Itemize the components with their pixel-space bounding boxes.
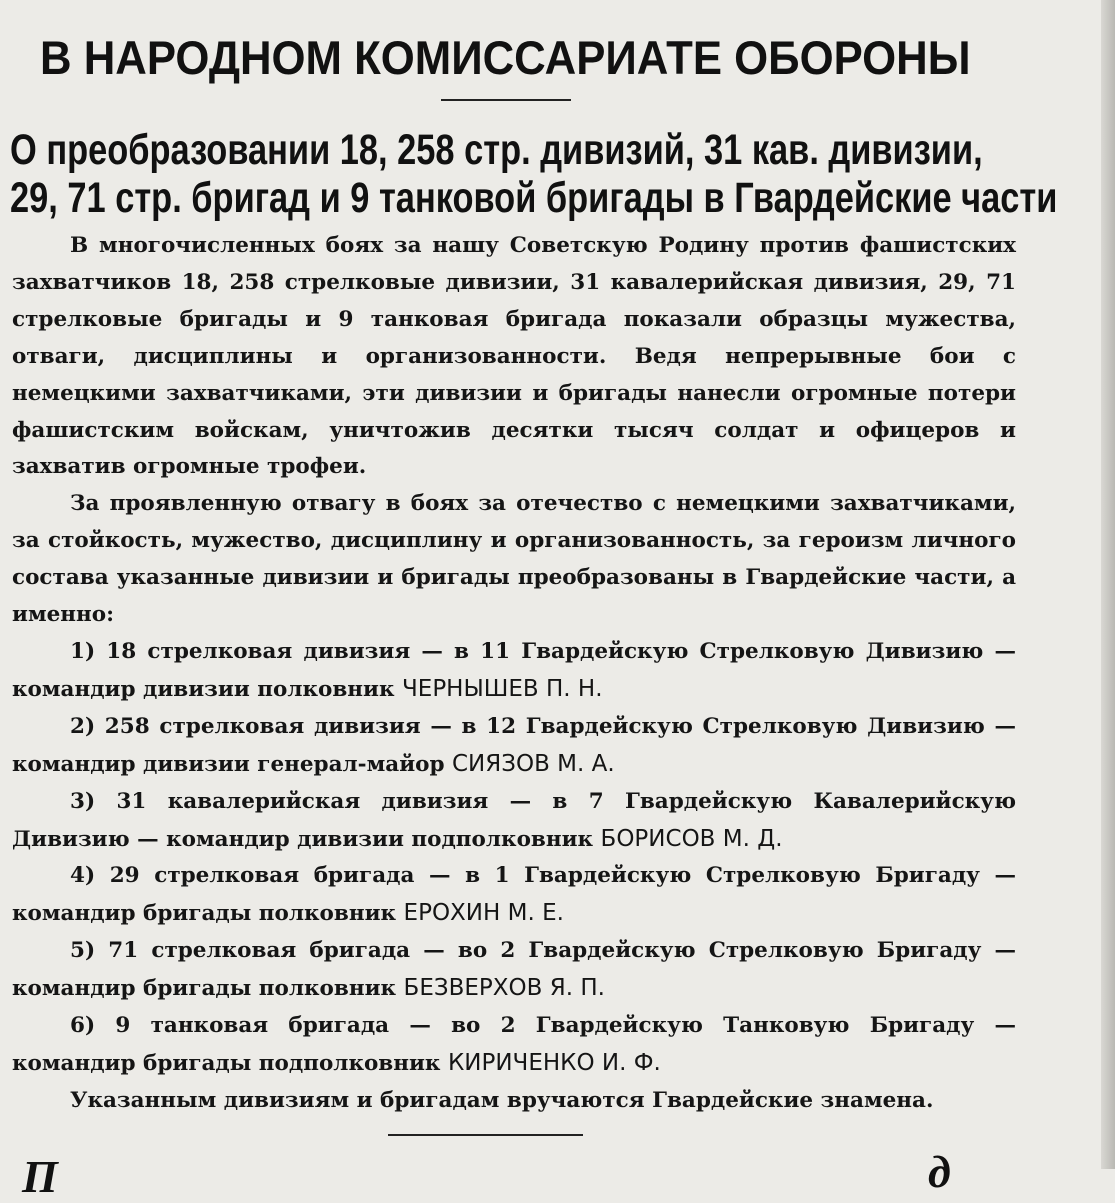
item-text: 4) 29 стрелковая бригада — в 1 Гвардейскую Стрелковую Бригаду — командир бригады полковник (12, 863, 1016, 927)
commander-name: СИЯЗОВ М. А. (452, 750, 615, 777)
article-subhead-line-2: 29, 71 стр. бригад и 9 танковой бригады в Гвардейские части (10, 174, 1058, 222)
list-item (12, 709, 1016, 784)
article-subhead-line-1: О преобразовании 18, 258 стр. дивизий, 31 кав. дивизии, (10, 126, 983, 174)
commander-name: БОРИСОВ М. Д. (600, 825, 783, 852)
closing-line: Указанным дивизиям и бригадам вручаются Гвардейские знамена. (70, 1087, 934, 1113)
paragraph: В многочисленных боях за нашу Советскую Родину против фашистских захватчиков 18, 258 стрелковые дивизии, 31 кавалерийская дивизия, 29, 71 стрелковые бригады и 9 танковая бригада показали образцы мужества, отваги, дисциплины и организованности. Ведя непрерывные бои с немецкими захватчиками, эти дивизии и бригады нанесли огромные потери фашистским войскам, уничтожив десятки тысяч солдат и офицеров и захватив огромные трофеи. (12, 233, 1016, 480)
item-text: 2) 258 стрелковая дивизия — в 12 Гвардейскую Стрелковую Дивизию — командир дивизии генерал-майор (12, 713, 1016, 777)
item-text: 5) 71 стрелковая бригада — во 2 Гвардейскую Стрелковую Бригаду — командир бригады полковник (12, 938, 1016, 1002)
list-item (12, 858, 1016, 933)
commander-name: БЕЗВЕРХОВ Я. П. (403, 975, 605, 1002)
paragraph: За проявленную отвагу в боях за отечество с немецкими захватчиками, за стойкость, мужество, дисциплину и организованность, за героизм личного состава указанные дивизии и бригады преобразованы в Гвардейские части, а именно: (12, 491, 1016, 628)
item-text: 1) 18 стрелковая дивизия — в 11 Гвардейскую Стрелковую Дивизию — командир дивизии полковник (12, 638, 1016, 702)
item-text: 3) 31 кавалерийская дивизия — в 7 Гвардейскую Кавалерийскую Дивизию — командир дивизии подполковник (12, 788, 1016, 852)
list-item (12, 1008, 1016, 1083)
article-body (12, 228, 1016, 1120)
next-article-fragment-left: П (22, 1151, 58, 1202)
article-end-divider (388, 1134, 583, 1136)
commander-name: ЧЕРНЫШЕВ П. Н. (402, 675, 603, 702)
page-edge-shadow (1101, 0, 1115, 1169)
list-item (12, 933, 1016, 1008)
list-item (12, 634, 1016, 709)
headline-divider (441, 99, 571, 101)
list-item (12, 784, 1016, 859)
item-text: 6) 9 танковая бригада — во 2 Гвардейскую Танковую Бригаду — командир бригады подполковник (12, 1013, 1016, 1076)
commander-name: ЕРОХИН М. Е. (403, 900, 564, 927)
article-headline: В НАРОДНОМ КОМИССАРИАТЕ ОБОРОНЫ (40, 31, 971, 84)
commander-name: КИРИЧЕНКО И. Ф. (447, 1049, 661, 1076)
next-article-fragment-right: д (928, 1146, 951, 1197)
